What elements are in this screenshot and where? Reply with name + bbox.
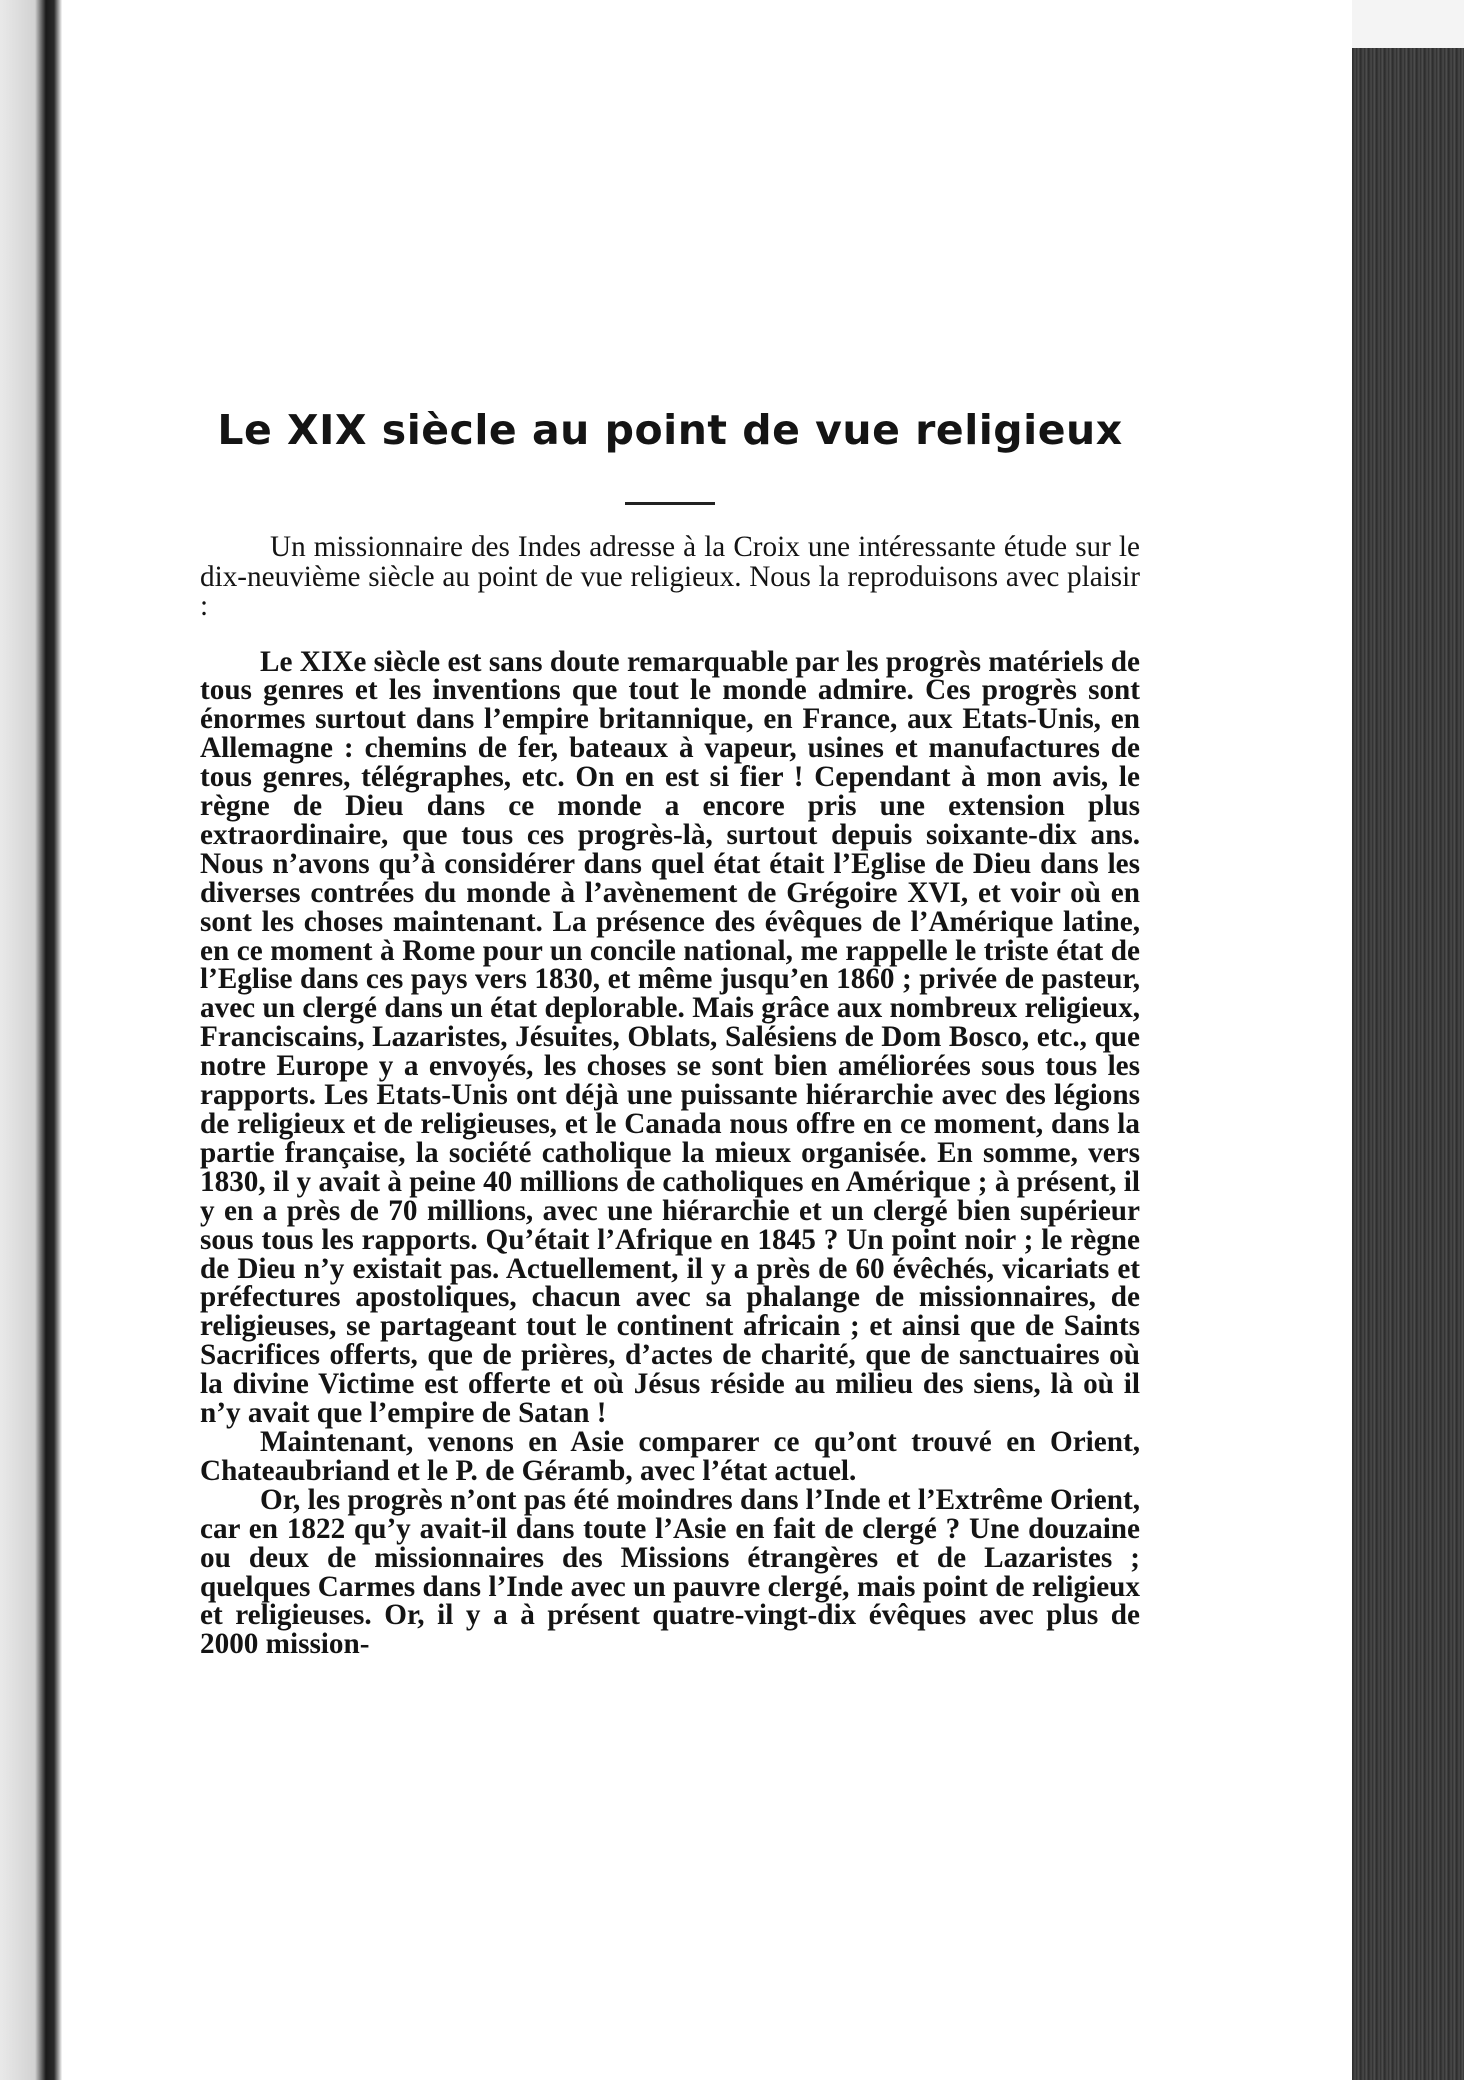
intro-paragraph: Un missionnaire des Indes adresse à la Croix une intéressante étude sur le dix-neuvième siècle au point de vue religieux. Nous la reproduisons avec plaisir : (200, 531, 1140, 622)
article-title: Le XIX siècle au point de vue religieux (217, 406, 1123, 454)
body-paragraph-1: Le XIXe siècle est sans doute remarquable par les progrès matériels de tous genres et les inventions que tout le monde admire. Ces progrès sont énormes surtout dans l’empire britannique, en France, aux Etats-Unis, en Allemagne : chemins de fer, bateaux à vapeur, usines et manufactures de tous genres, télégraphes, etc. On en est si fier ! Cependant à mon avis, le règne de Dieu dans ce monde a encore pris une extension plus extraordinaire, que tous ces progrès-là, surtout depuis soixante-dix ans. Nous n’avons qu’à considérer dans quel état était l’Eglise de Dieu dans les diverses contrées du monde à l’avènement de Grégoire XVI, et voir où en sont les choses maintenant. La présence des évêques de l’Amérique latine, en ce moment à Rome pour un concile national, me rappelle le triste état de l’Eglise dans ces pays vers 1830, et même jusqu’en 1860 ; privée de pasteur, avec un clergé dans un état deplorable. Mais grâce aux nombreux religieux, Franciscains, Lazaristes, Jésuites, Oblats, Salésiens de Dom Bosco, etc., que notre Europe y a envoyés, les choses se sont bien améliorées sous tous les rapports. Les Etats-Unis ont déjà une puissante hiérarchie avec des légions de religieux et de religieuses, et le Canada nous offre en ce moment, dans la partie française, la société catholique la mieux organisée. En somme, vers 1830, il y avait à peine 40 millions de catholiques en Amérique ; à présent, il y en a près de 70 millions, avec une hiérarchie et un clergé bien supérieur sous tous les rapports. Qu’était l’Afrique en 1845 ? Un point noir ; le règne de Dieu n’y existait pas. Actuellement, il y a près de 60 évêchés, vicariats et préfectures apostoliques, chacun avec sa phalange de missionnaires, de religieuses, se partageant tout le continent africain ; et ainsi que de Saints Sacrifices offerts, que de prières, d’actes de charité, que de sanctuaires où la divine Victime est offerte et où Jésus réside au milieu des siens, là où il n’y avait que l’empire de Satan ! (200, 645, 1140, 1430)
title-divider (625, 502, 715, 505)
left-binding-edge (0, 0, 62, 2080)
page-content (200, 400, 1140, 1659)
body-paragraph-2: Maintenant, venons en Asie comparer ce qu’ont trouvé en Orient, Chateaubriand et le P. de Géramb, avec l’état actuel. (200, 1425, 1140, 1487)
right-page-stack-edge (1352, 48, 1464, 2080)
body-paragraph-3: Or, les progrès n’ont pas été moindres dans l’Inde et l’Extrême Orient, car en 1822 qu’y avait-il dans toute l’Asie en fait de clergé ? Une douzaine ou deux de missionnaires des Missions étrangères et de Lazaristes ; quelques Carmes dans l’Inde avec un pauvre clergé, mais point de religieux et religieuses. Or, il y a à présent quatre-vingt-dix évêques avec plus de 2000 mission- (200, 1483, 1140, 1661)
right-page-edge-top (1352, 0, 1464, 48)
